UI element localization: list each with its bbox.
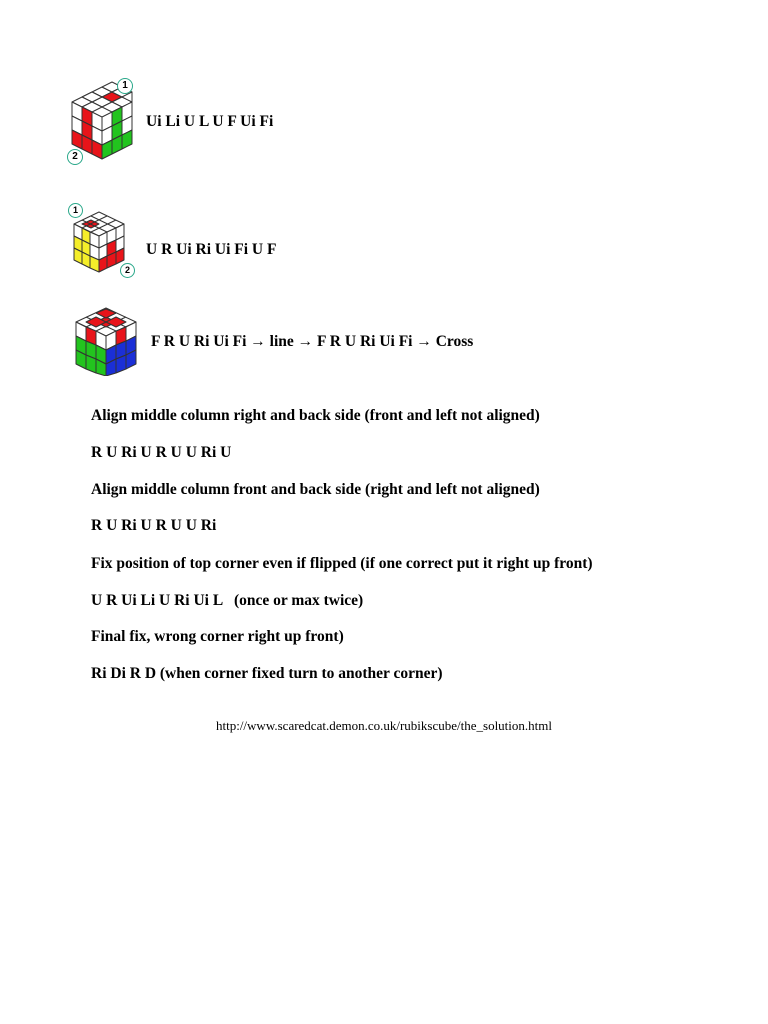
- marker-2-step-2: 2: [120, 263, 135, 278]
- instruction-5: Fix position of top corner even if flipped (if one correct put it right up front): [91, 555, 593, 572]
- instruction-4: R U Ri U R U U Ri: [91, 517, 217, 534]
- instruction-3: Align middle column front and back side (right and left not aligned): [91, 481, 540, 498]
- marker-2-step-1: 2: [67, 149, 83, 165]
- source-url[interactable]: http://www.scaredcat.demon.co.uk/rubikscube/the_solution.html: [215, 718, 552, 733]
- instruction-2: R U Ri U R U U Ri U: [91, 444, 232, 461]
- algorithm-step-3: F R U Ri Ui Fi → line → F R U Ri Ui Fi → Cross: [151, 333, 474, 350]
- marker-1-step-2: 1: [68, 203, 83, 218]
- instruction-7: Final fix, wrong corner right up front): [91, 628, 344, 645]
- algorithm-step-2: U R Ui Ri Ui Fi U F: [146, 241, 277, 258]
- instruction-6: U R Ui Li U Ri Ui L (once or max twice): [91, 592, 364, 609]
- instruction-8: Ri Di R D (when corner fixed turn to another corner): [91, 665, 443, 682]
- algorithm-step-1: Ui Li U L U F Ui Fi: [146, 113, 274, 130]
- cube-diagram-step-3: [72, 304, 142, 376]
- marker-1-step-1: 1: [117, 78, 133, 94]
- instruction-1: Align middle column right and back side (front and left not aligned): [91, 407, 540, 424]
